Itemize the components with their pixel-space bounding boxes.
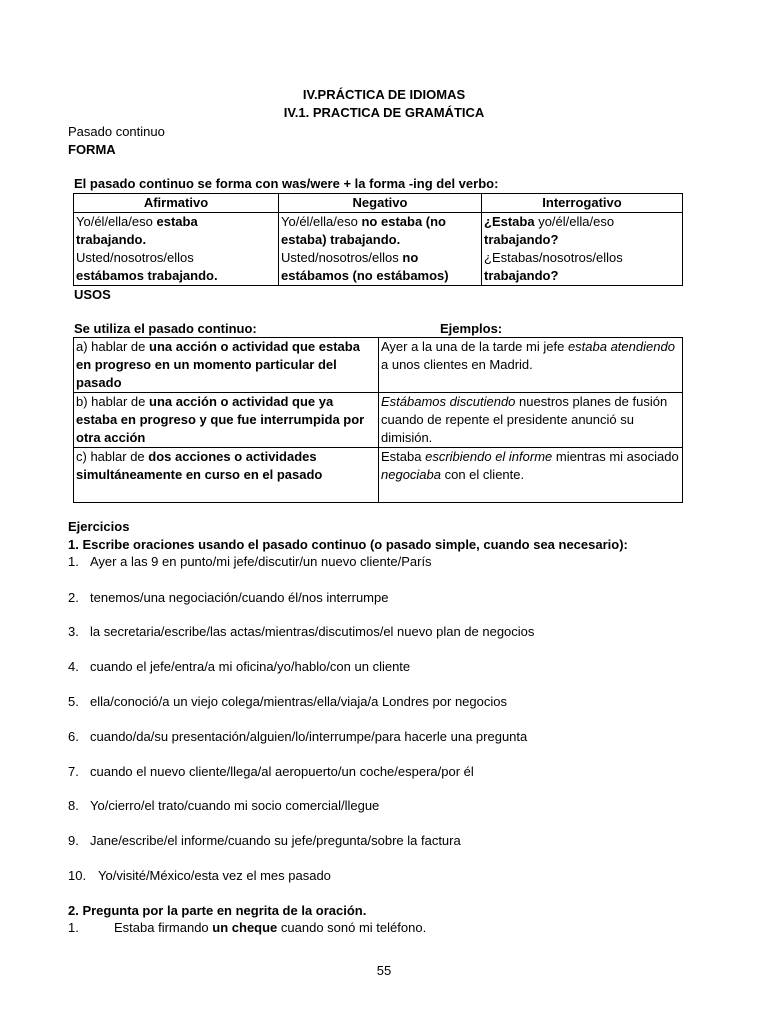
- exercise-item: 4. cuando el jefe/entra/a mi oficina/yo/hablo/con un cliente: [68, 659, 411, 674]
- exercise-item: 8. Yo/cierro/el trato/cuando mi socio comercial/llegue: [68, 798, 380, 813]
- use-cell: a) hablar de una acción o actividad que estaba en progreso en un momento particular del pasado: [74, 338, 379, 393]
- ex2-item: 1. Estaba firmando un cheque cuando sonó mi teléfono.: [68, 920, 427, 935]
- page-heading: IV.PRÁCTICA DE IDIOMAS: [302, 87, 466, 102]
- forma-label: FORMA: [68, 142, 116, 157]
- forma-table: [73, 193, 683, 286]
- example-cell: Ayer a la una de la tarde mi jefe estaba atendiendo a unos clientes en Madrid.: [379, 338, 683, 393]
- ex1-title: 1. Escribe oraciones usando el pasado continuo (o pasado simple, cuando sea necesario):: [68, 537, 628, 552]
- exercise-item: 2. tenemos/una negociación/cuando él/nos interrumpe: [68, 590, 389, 605]
- exercise-item: 9. Jane/escribe/el informe/cuando su jefe/pregunta/sobre la factura: [68, 833, 461, 848]
- header-interrogativo: Interrogativo: [482, 194, 683, 213]
- usos-intro: Se utiliza el pasado continuo:: [74, 321, 257, 336]
- exercise-item: 5. ella/conoció/a un viejo colega/mientras/ella/viaja/a Londres por negocios: [68, 694, 507, 709]
- example-cell: Estaba escribiendo el informe mientras mi asociado negociaba con el cliente.: [379, 448, 683, 503]
- exercise-item: 7. cuando el nuevo cliente/llega/al aeropuerto/un coche/espera/por él: [68, 764, 474, 779]
- ex2-title: 2. Pregunta por la parte en negrita de la oración.: [68, 903, 367, 918]
- use-cell: b) hablar de una acción o actividad que ya estaba en progreso y que fue interrumpida por otra acción: [74, 393, 379, 448]
- page-subheading: IV.1. PRACTICA DE GRAMÁTICA: [283, 105, 485, 120]
- examples-label: Ejemplos:: [440, 321, 503, 336]
- topic-title: Pasado continuo: [68, 124, 165, 139]
- exercise-item: 6. cuando/da/su presentación/alguien/lo/interrumpe/para hacerle una pregunta: [68, 729, 528, 744]
- cell-negativo: Yo/él/ella/eso no estaba (no estaba) trabajando. Usted/nosotros/ellos no estábamos (no estábamos): [279, 213, 482, 286]
- cell-interrogativo: ¿Estaba yo/él/ella/eso trabajando? ¿Estabas/nosotros/ellos trabajando?: [482, 213, 683, 286]
- exercise-item: 1. Ayer a las 9 en punto/mi jefe/discutir/un nuevo cliente/París: [68, 554, 432, 569]
- forma-intro: El pasado continuo se forma con was/were + la forma -ing del verbo:: [74, 176, 499, 191]
- use-cell: c) hablar de dos acciones o actividades simultáneamente en curso en el pasado: [74, 448, 379, 503]
- usos-title: USOS: [74, 287, 111, 302]
- exercise-item: 10. Yo/visité/México/esta vez el mes pasado: [68, 868, 331, 883]
- exercise-item: 3. la secretaria/escribe/las actas/mientras/discutimos/el nuevo plan de negocios: [68, 624, 535, 639]
- cell-afirmativo: Yo/él/ella/eso estaba trabajando. Usted/nosotros/ellos estábamos trabajando.: [74, 213, 279, 286]
- usos-table: [73, 337, 683, 503]
- ejercicios-title: Ejercicios: [68, 519, 130, 534]
- example-cell: Estábamos discutiendo nuestros planes de fusión cuando de repente el presidente anunció su dimisión.: [379, 393, 683, 448]
- header-negativo: Negativo: [279, 194, 482, 213]
- page-number: 55: [376, 963, 392, 978]
- header-afirmativo: Afirmativo: [74, 194, 279, 213]
